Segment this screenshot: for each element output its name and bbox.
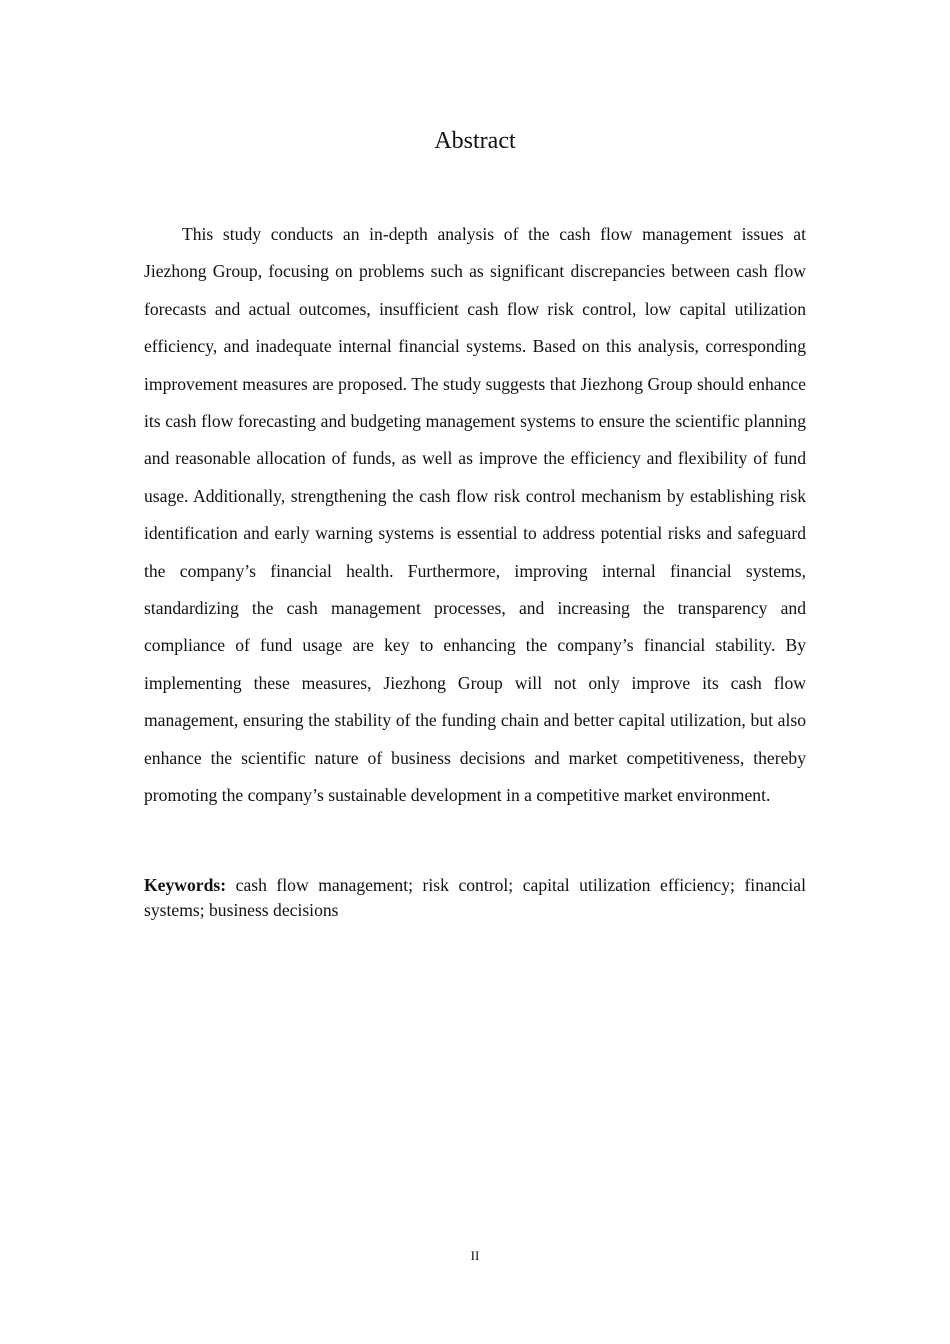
page-number: II [470,1248,480,1263]
keywords [144,873,806,923]
keywords-text: cash flow management; risk control; capital utilization efficiency; financial systems; business decisions [144,875,806,920]
abstract-body: This study conducts an in-depth analysis of the cash flow management issues at Jiezhong Group, focusing on problems such as significant discrepancies between cash flow forecasts and actual outcomes, insufficient cash flow risk control, low capital utilization efficiency, and inadequate internal financial systems. Based on this analysis, corresponding improvement measures are proposed. The study suggests that Jiezhong Group should enhance its cash flow forecasting and budgeting management systems to ensure the scientific planning and reasonable allocation of funds, as well as improve the efficiency and flexibility of fund usage. Additionally, strengthening the cash flow risk control mechanism by establishing risk identification and early warning systems is essential to address potential risks and safeguard the company’s financial health. Furthermore, improving internal financial systems, standardizing the cash management processes, and increasing the transparency and compliance of fund usage are key to enhancing the company’s financial stability. By implementing these measures, Jiezhong Group will not only improve its cash flow management, ensuring the stability of the funding chain and better capital utilization, but also enhance the scientific nature of business decisions and market competitiveness, thereby promoting the company’s sustainable development in a competitive market environment. [144,224,806,806]
keywords-label: Keywords: [144,875,227,895]
page-title: Abstract [434,128,516,154]
